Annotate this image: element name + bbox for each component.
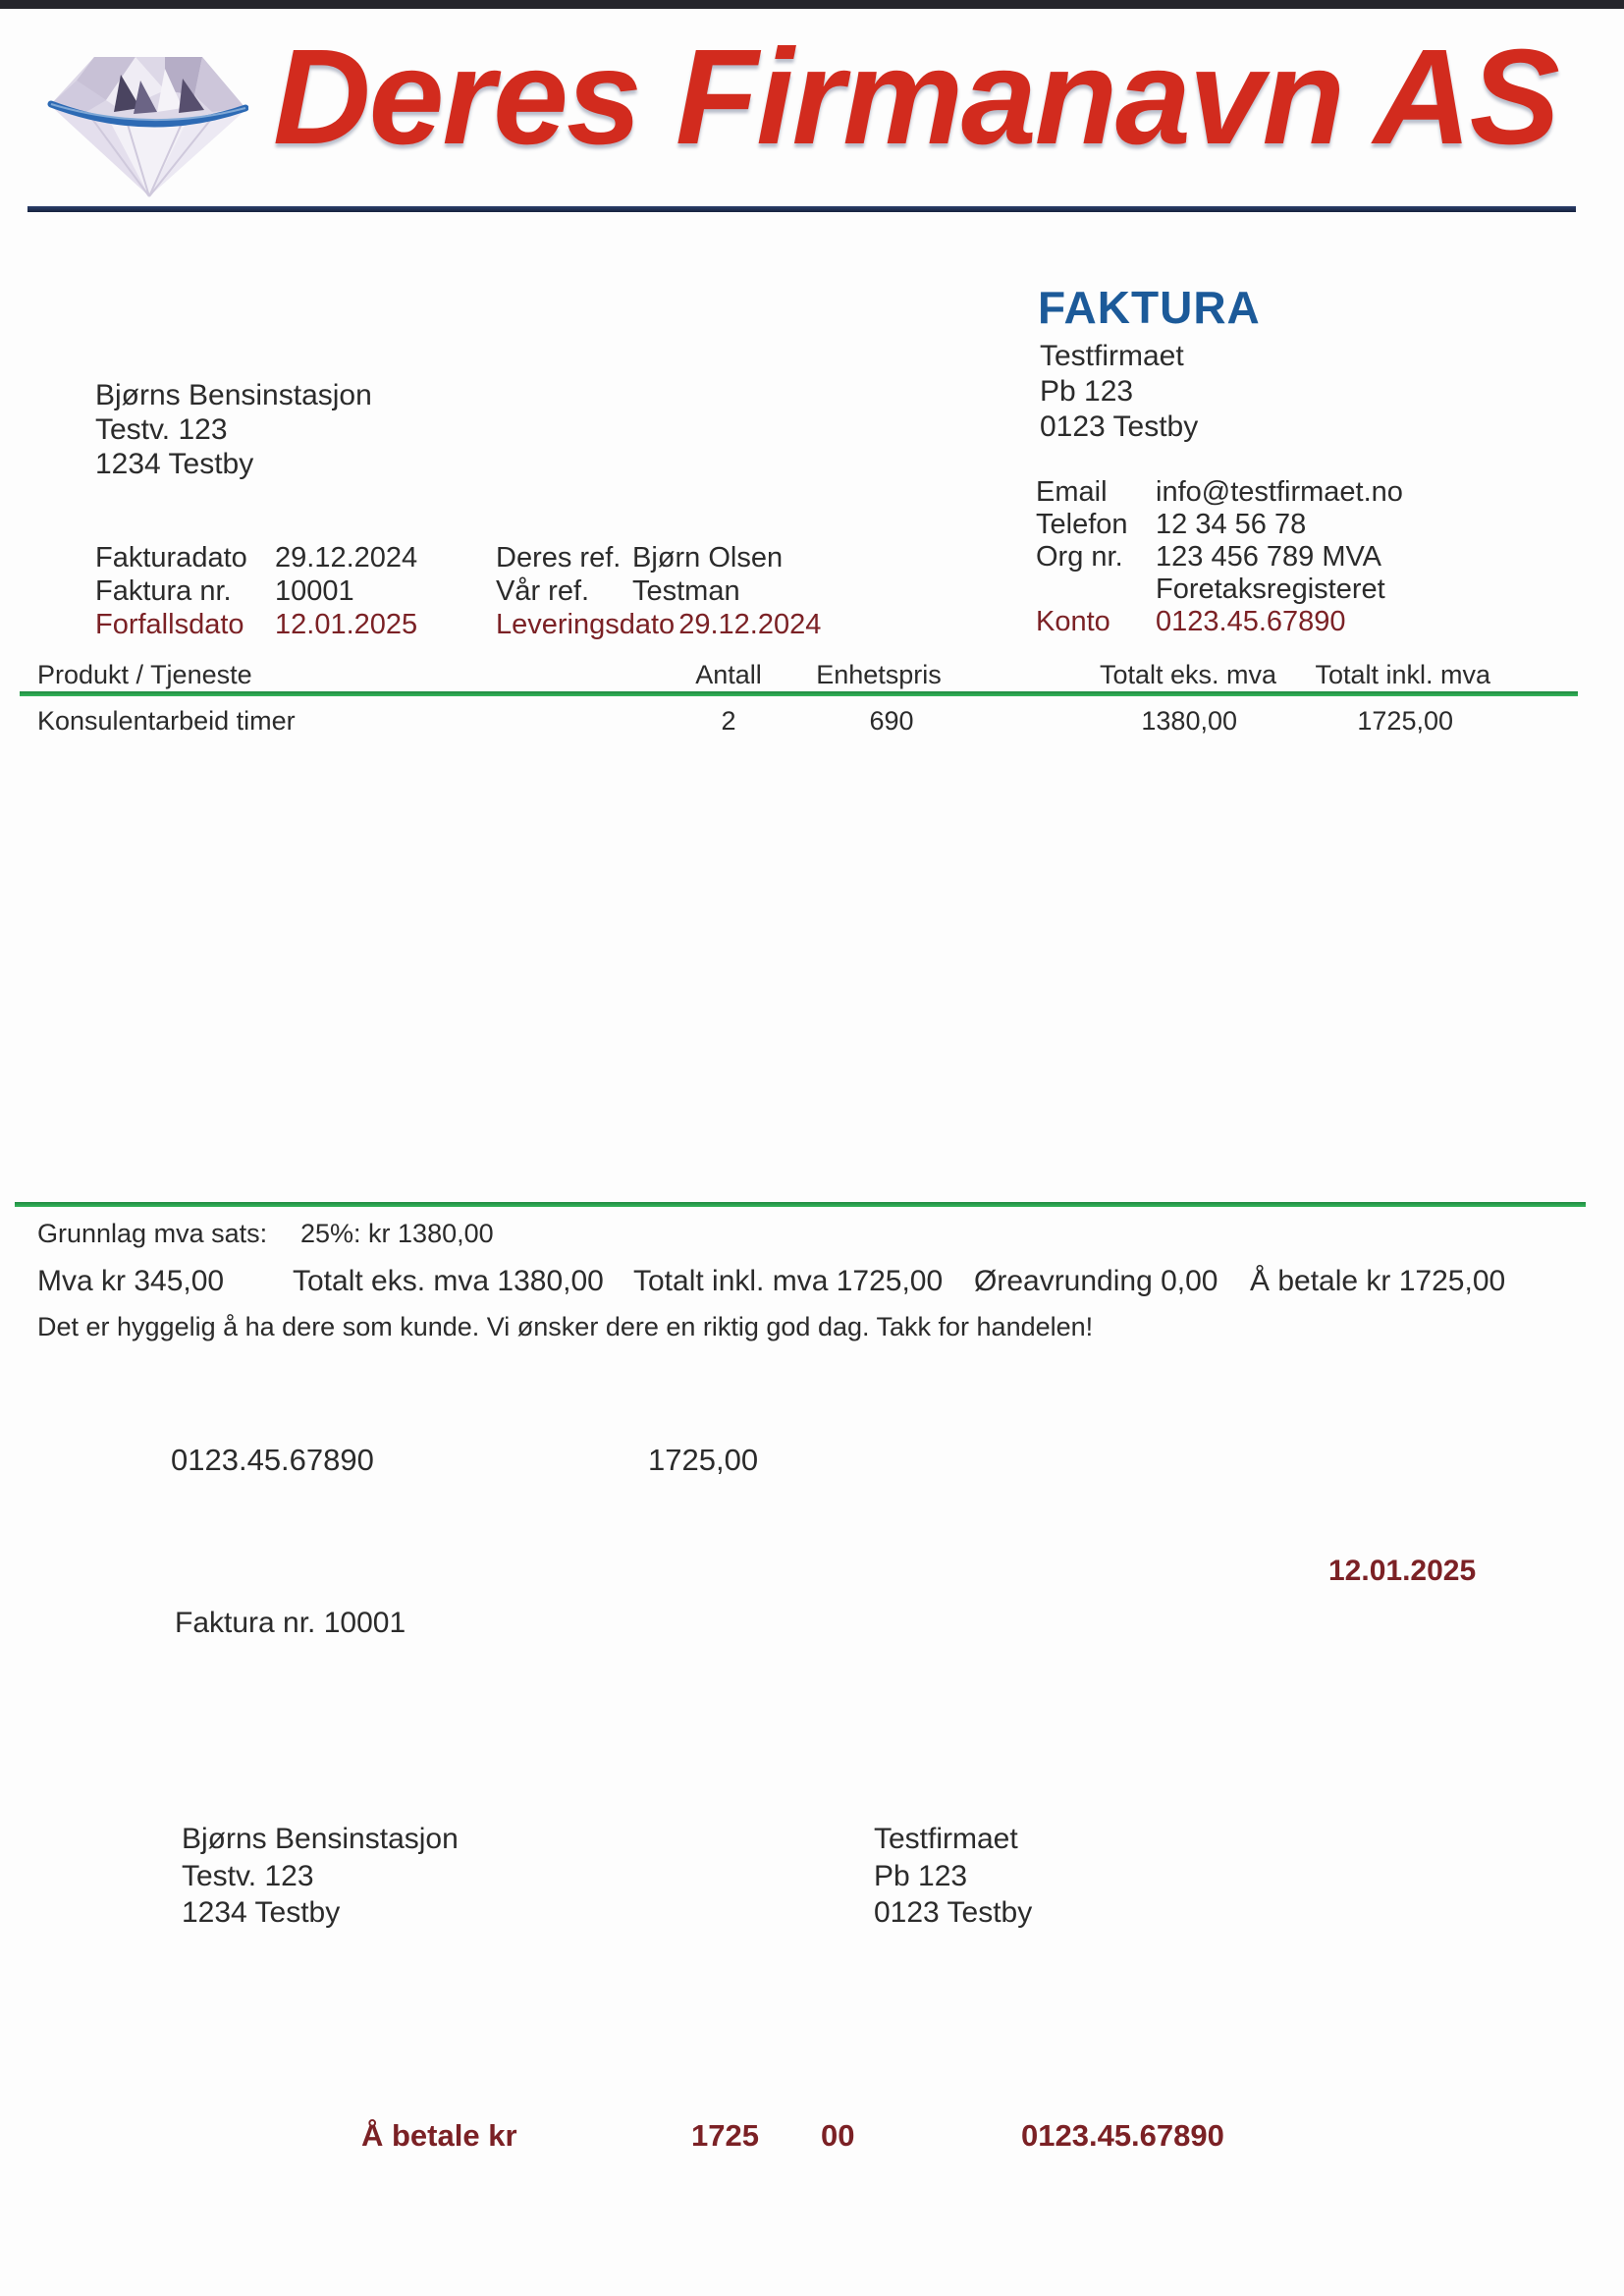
contact-row-phone: [1036, 509, 1306, 541]
invoice-title: FAKTURA: [1038, 282, 1261, 333]
giro-invoice-ref: Faktura nr. 10001: [175, 1607, 406, 1639]
orgnr-label: Org nr.: [1036, 541, 1123, 573]
forfallsdato-value: 12.01.2025: [275, 609, 418, 640]
meta-row-fakturadato: [95, 542, 417, 574]
total-to-pay: Å betale kr 1725,00: [1250, 1265, 1506, 1297]
row-total-ex: 1380,00: [1141, 706, 1237, 736]
register-value: Foretaksregisteret: [1156, 574, 1385, 605]
recipient-name: Bjørns Bensinstasjon: [95, 379, 372, 411]
totals-divider: [15, 1202, 1586, 1207]
giro-payee-name: Testfirmaet: [874, 1823, 1018, 1855]
leveringsdato-label: Leveringsdato: [496, 609, 676, 640]
pay-amount-kr: 1725: [691, 2118, 759, 2153]
var-ref-value: Testman: [632, 575, 740, 607]
register-label: [1036, 574, 1156, 606]
total-ex-mva: Totalt eks. mva 1380,00: [293, 1265, 604, 1297]
fakturadato-label: Fakturadato: [95, 542, 247, 574]
scan-edge-strip: [0, 0, 1624, 9]
contact-row-orgnr: [1036, 541, 1381, 574]
diamond-icon: [47, 51, 248, 200]
meta-row-forfallsdato: [95, 609, 417, 641]
vat-base-value: 25%: kr 1380,00: [300, 1219, 494, 1248]
email-label: Email: [1036, 476, 1108, 508]
sender-city: 0123 Testby: [1040, 410, 1199, 443]
pay-account: 0123.45.67890: [1021, 2118, 1224, 2153]
giro-payer-name: Bjørns Bensinstasjon: [182, 1823, 459, 1855]
giro-payer-city: 1234 Testby: [182, 1896, 341, 1929]
giro-account: 0123.45.67890: [171, 1443, 374, 1477]
konto-label: Konto: [1036, 606, 1110, 637]
total-inc-mva: Totalt inkl. mva 1725,00: [633, 1265, 944, 1297]
orgnr-value: 123 456 789 MVA: [1156, 541, 1382, 573]
pay-label: Å betale kr: [361, 2118, 517, 2153]
company-name: Deres Firmanavn AS: [273, 22, 1558, 173]
total-rounding: Øreavrunding 0,00: [974, 1265, 1218, 1297]
meta-row-var-ref: [496, 575, 740, 608]
row-unit-price: 690: [869, 706, 914, 736]
leveringsdato-value: 29.12.2024: [678, 609, 822, 640]
fakturanr-label: Faktura nr.: [95, 575, 232, 607]
contact-row-email: [1036, 476, 1403, 509]
col-header-total-inc: Totalt inkl. mva: [1315, 660, 1490, 689]
giro-payer-street: Testv. 123: [182, 1860, 314, 1892]
deres-ref-label: Deres ref.: [496, 542, 622, 574]
phone-label: Telefon: [1036, 509, 1128, 540]
row-product: Konsulentarbeid timer: [37, 706, 296, 736]
col-header-total-ex: Totalt eks. mva: [1099, 660, 1276, 689]
fakturadato-value: 29.12.2024: [275, 542, 418, 574]
giro-payee-city: 0123 Testby: [874, 1896, 1033, 1929]
table-header-divider: [20, 691, 1578, 696]
sender-name: Testfirmaet: [1040, 340, 1184, 372]
contact-row-register: [1036, 574, 1385, 606]
meta-row-fakturanr: [95, 575, 354, 608]
total-mva: Mva kr 345,00: [37, 1265, 225, 1297]
col-header-product: Produkt / Tjeneste: [37, 660, 252, 689]
giro-amount: 1725,00: [648, 1443, 759, 1477]
contact-row-konto: [1036, 606, 1346, 638]
var-ref-label: Vår ref.: [496, 575, 590, 607]
deres-ref-value: Bjørn Olsen: [632, 542, 784, 574]
header-divider: [27, 206, 1576, 212]
email-value: info@testfirmaet.no: [1156, 476, 1403, 508]
thank-you-message: Det er hyggelig å ha dere som kunde. Vi ønsker dere en riktig god dag. Takk for handelen!: [37, 1312, 1094, 1341]
recipient-street: Testv. 123: [95, 413, 228, 446]
konto-value: 0123.45.67890: [1156, 606, 1346, 637]
giro-due-date: 12.01.2025: [1328, 1555, 1477, 1587]
forfallsdato-label: Forfallsdato: [95, 609, 244, 640]
col-header-unit-price: Enhetspris: [816, 660, 942, 689]
row-total-inc: 1725,00: [1357, 706, 1453, 736]
meta-row-leveringsdato: [496, 609, 821, 641]
meta-row-deres-ref: [496, 542, 783, 574]
giro-payee-street: Pb 123: [874, 1860, 968, 1892]
row-qty: 2: [721, 706, 736, 736]
fakturanr-value: 10001: [275, 575, 354, 607]
sender-street: Pb 123: [1040, 375, 1134, 408]
recipient-city: 1234 Testby: [95, 448, 254, 480]
phone-value: 12 34 56 78: [1156, 509, 1307, 540]
col-header-qty: Antall: [695, 660, 762, 689]
vat-base-label: Grunnlag mva sats:: [37, 1219, 268, 1248]
pay-amount-ore: 00: [821, 2118, 855, 2153]
